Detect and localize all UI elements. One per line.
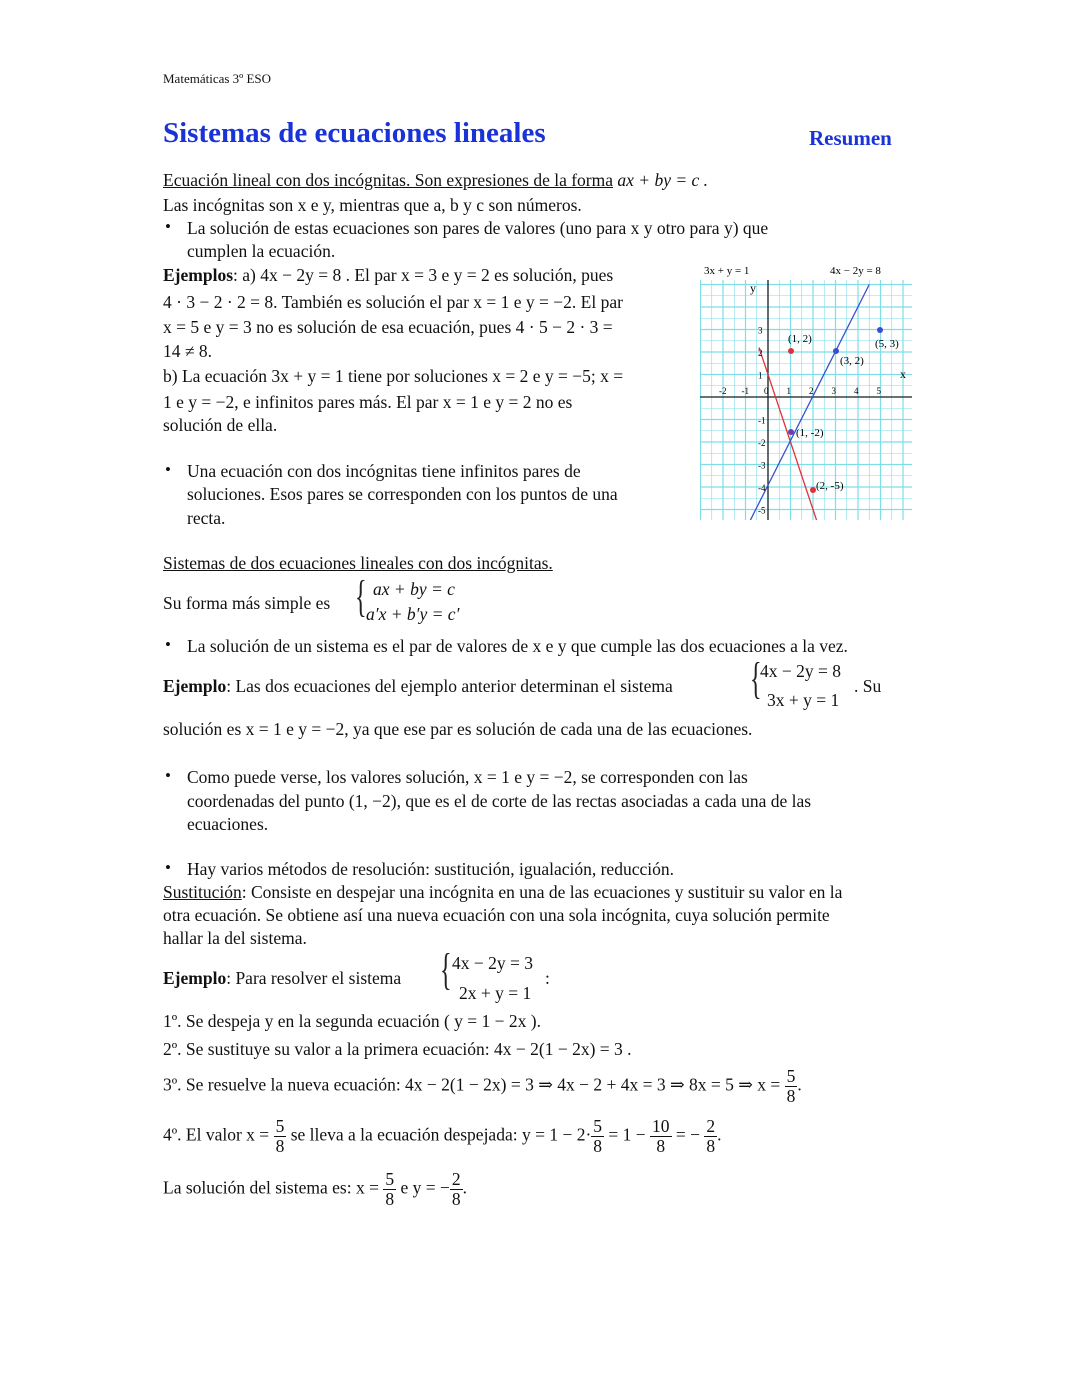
final-solution-e: e y = − — [400, 1177, 450, 1198]
step-4-text-d: = − — [675, 1124, 701, 1145]
step-4: 4º. El valor x = $\frac{5}{8}$ se lleva a la ecuación despejada: y = 1 − 2· $\frac{5}{8}$ = 1 − $\frac{10}{8}$ = − $\frac{2}{8}$ . — [163, 1116, 722, 1156]
system-brace-example: { — [750, 654, 762, 703]
pt-label-5-3: (5, 3) — [875, 338, 899, 350]
final-solution-text: La solución del sistema es: x = — [163, 1177, 379, 1198]
x-tick-label: 2 — [809, 386, 814, 396]
general-eq-1: ax + by = c — [373, 579, 455, 599]
bullet-4: • — [165, 766, 171, 785]
bullet-3-text: La solución de un sistema es el par de valores de x e y que cumple las dos ecuaciones a la vez. — [187, 636, 848, 656]
step-1: 1º. Se despeja y en la segunda ecuación ( y = 1 − 2x ). — [163, 1011, 541, 1031]
y-tick-label: -5 — [758, 505, 766, 516]
system-brace-general: { — [355, 572, 367, 621]
step-4-text-c: = 1 − — [608, 1124, 646, 1145]
bullet-5: • — [165, 858, 171, 877]
intro-underlined: Ecuación lineal con dos incógnitas. Son expresiones de la forma — [163, 170, 614, 190]
example-3-label: Ejemplo — [163, 968, 227, 988]
bullet-1-line-a: La solución de estas ecuaciones son pares de valores (uno para x y otro para y) que — [187, 218, 769, 238]
bullet-1: • — [165, 217, 171, 236]
bullet-3: • — [165, 635, 171, 654]
x-label: x — [900, 367, 906, 381]
methods-line: Hay varios métodos de resolución: sustitución, igualación, reducción. — [187, 859, 674, 879]
substitution-text-1: : Consiste en despejar una incógnita en una de las ecuaciones y sustituir su valor en la — [241, 882, 843, 902]
substitution-line-1 — [163, 881, 842, 904]
x-tick-label: 5 — [876, 386, 881, 396]
bullet-4-line-c: ecuaciones. — [187, 814, 269, 834]
examples-line-2: 4 · 3 − 2 · 2 = 8. También es solución el par x = 1 e y = −2. El par — [163, 292, 623, 312]
example-3-line — [163, 967, 401, 990]
y-tick-label: 1 — [758, 370, 763, 381]
example-3-sys-1: 4x − 2y = 3 — [452, 953, 533, 973]
example-2-text: : Las dos ecuaciones del ejemplo anterior determinan el sistema — [226, 676, 673, 696]
x-tick-label: 1 — [786, 386, 791, 396]
resumen-label: Resumen — [809, 126, 892, 150]
y-tick-label: -3 — [758, 460, 766, 471]
example-su: . Su — [854, 676, 882, 696]
pt-label-1-minus2: (1, -2) — [796, 427, 824, 439]
step-2: 2º. Se sustituye su valor a la primera ecuación: 4x − 2(1 − 2x) = 3 . — [163, 1039, 632, 1059]
intro-formula: ax + by = c . — [617, 170, 709, 190]
examples-text-1: : a) 4x − 2y = 8 . El par x = 3 e y = 2 es solución, pues — [233, 265, 614, 285]
x-tick-label: -1 — [741, 386, 749, 396]
y-tick-label: 2 — [758, 348, 763, 358]
step-4-fraction-x: $\frac{5}{8}$ — [275, 1116, 285, 1156]
systems-heading: Sistemas de dos ecuaciones lineales con dos incógnitas. — [163, 553, 553, 573]
examples-line-4: 14 ≠ 8. — [163, 341, 212, 361]
eq2-label: 4x − 2y = 8 — [830, 265, 881, 277]
lines-graph — [700, 260, 912, 520]
substitution-label: Sustitución — [163, 882, 242, 902]
example-3-colon: : — [545, 968, 550, 988]
general-eq-2: a′x + b′y = c′ — [366, 604, 460, 624]
substitution-line-2: otra ecuación. Se obtiene así una nueva ecuación con una sola incógnita, cuya solución permite — [163, 905, 830, 925]
bullet-2-line-c: recta. — [187, 508, 226, 528]
x-tick-label: -2 — [719, 386, 727, 396]
pt-label-3-2: (3, 2) — [840, 355, 864, 367]
unknowns-line: Las incógnitas son x e y, mientras que a, b y c son números. — [163, 195, 582, 215]
y-tick-label: -1 — [758, 415, 766, 426]
course-label: Matemáticas 3º ESO — [163, 71, 272, 86]
step-4-fraction-a: $\frac{5}{8}$ — [593, 1116, 603, 1156]
x-tick-label: 0 — [764, 386, 769, 396]
simple-form-label: Su forma más simple es — [163, 593, 331, 613]
example-3-text: : Para resolver el sistema — [226, 968, 402, 988]
example-2-line — [163, 675, 673, 698]
bullet-2-line-a: Una ecuación con dos incógnitas tiene infinitos pares de — [187, 461, 581, 481]
system-brace-3: { — [440, 945, 452, 994]
step-3-fraction: $\frac{5}{8}$ — [786, 1066, 796, 1106]
step-4-fraction-b: $\frac{10}{8}$ — [652, 1116, 670, 1156]
bullet-1-line-b: cumplen la ecuación. — [187, 241, 336, 261]
y-tick-label: -2 — [758, 438, 766, 448]
example-sys-1: 4x − 2y = 8 — [760, 661, 841, 681]
step-4-text-a: 4º. El valor x = — [163, 1124, 270, 1145]
y-tick-label: -4 — [758, 483, 766, 493]
examples-line-5: b) La ecuación 3x + y = 1 tiene por soluciones x = 2 e y = −5; x = — [163, 366, 624, 386]
graph-grid — [700, 280, 912, 520]
example-sys-2: 3x + y = 1 — [767, 690, 840, 710]
point-1-2 — [788, 348, 794, 354]
eq1-label: 3x + y = 1 — [704, 265, 750, 277]
bullet-2-line-b: soluciones. Esos pares se corresponden con los puntos de una — [187, 484, 618, 504]
substitution-line-3: hallar la del sistema. — [163, 928, 307, 948]
step-4-text-b: se lleva a la ecuación despejada: y = 1 − 2· — [290, 1124, 592, 1145]
solution-line: solución es x = 1 e y = −2, ya que ese par es solución de cada una de las ecuaciones. — [163, 719, 753, 739]
example-2-label: Ejemplo — [163, 676, 227, 696]
pt-label-2-minus5: (2, -5) — [816, 480, 844, 492]
page-title: Sistemas de ecuaciones lineales — [163, 117, 546, 149]
examples-label: Ejemplos — [163, 265, 233, 285]
point-3-2 — [833, 348, 839, 354]
examples-line-3: x = 5 e y = 3 no es solución de esa ecuación, pues 4 · 5 − 2 · 3 = — [163, 317, 613, 337]
final-solution: La solución del sistema es: x = $\frac{5}{8}$ e y = − $\frac{2}{8}$ . — [163, 1169, 467, 1209]
y-label: y — [750, 281, 756, 295]
bullet-4-line-b: coordenadas del punto (1, −2), que es el de corte de las rectas asociadas a cada una de las — [187, 791, 812, 811]
examples-line-1 — [163, 264, 613, 287]
step-3-text: 3º. Se resuelve la nueva ecuación: 4x − 2(1 − 2x) = 3 ⇒ 4x − 2 + 4x = 3 ⇒ 8x = 5 ⇒ x = — [163, 1074, 781, 1095]
final-fraction-x: $\frac{5}{8}$ — [385, 1169, 395, 1209]
point-5-3 — [877, 327, 883, 333]
examples-line-7: solución de ella. — [163, 415, 278, 435]
x-tick-label: 4 — [854, 386, 859, 396]
step-4-fraction-c: $\frac{2}{8}$ — [706, 1116, 716, 1156]
example-3-sys-2: 2x + y = 1 — [459, 983, 532, 1003]
examples-line-6: 1 e y = −2, e infinitos pares más. El par x = 1 e y = 2 no es — [163, 392, 573, 412]
bullet-2: • — [165, 460, 171, 479]
step-3: 3º. Se resuelve la nueva ecuación: 4x − 2(1 − 2x) = 3 ⇒ 4x − 2 + 4x = 3 ⇒ 8x = 5 ⇒ x = $\frac{5}{8}$ . — [163, 1066, 802, 1106]
y-tick-label: 3 — [758, 325, 763, 336]
x-tick-label: 3 — [831, 386, 836, 396]
pt-label-1-2: (1, 2) — [788, 333, 812, 345]
intro-line — [163, 169, 708, 192]
point-1-minus2 — [788, 429, 794, 435]
bullet-4-line-a: Como puede verse, los valores solución, x = 1 e y = −2, se corresponden con las — [187, 767, 748, 787]
final-fraction-y: $\frac{2}{8}$ — [451, 1169, 461, 1209]
